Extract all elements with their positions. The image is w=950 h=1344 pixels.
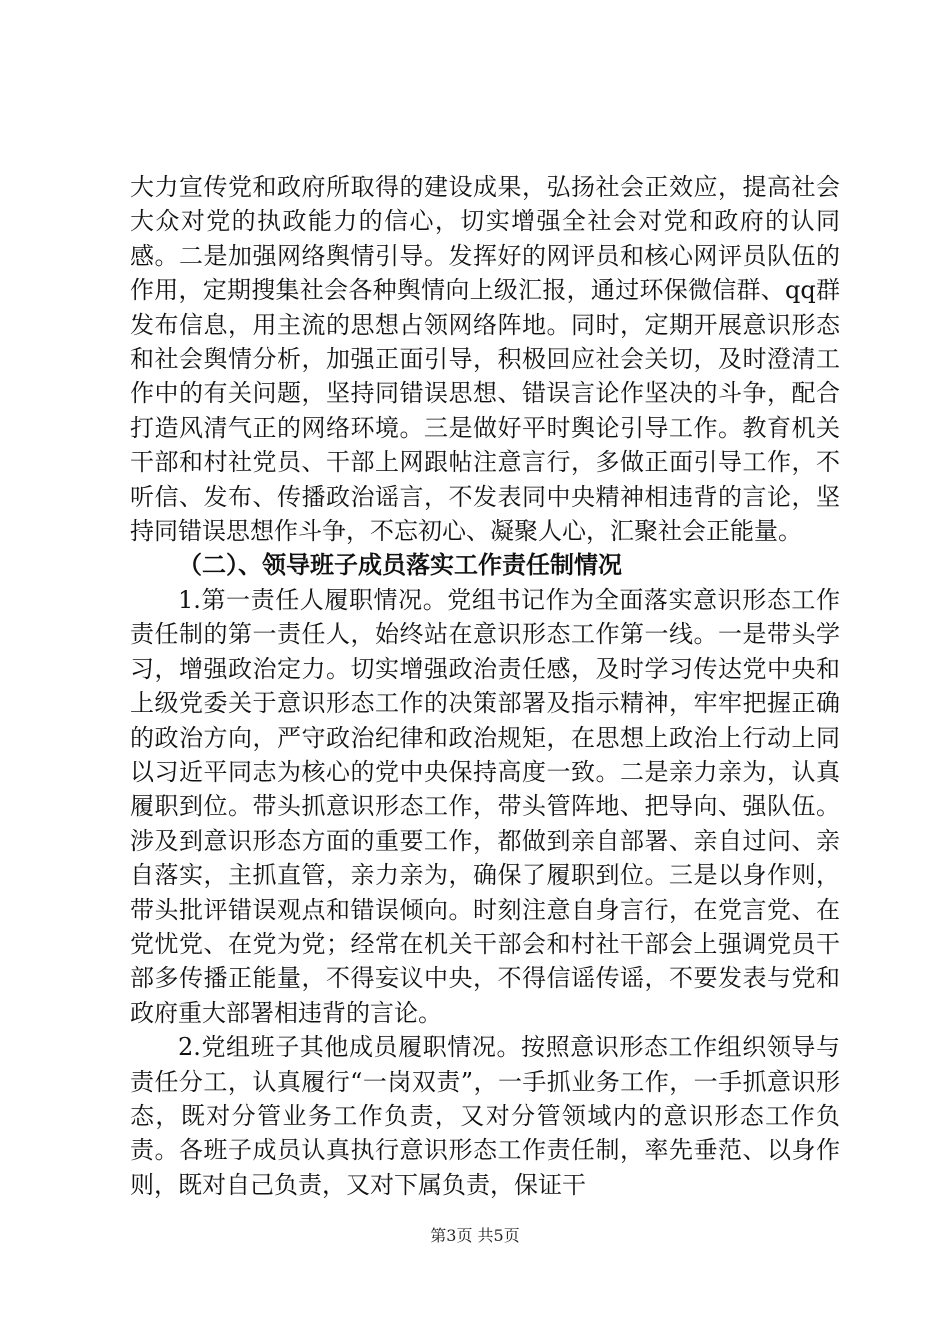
paragraph-other-members: 2.党组班子其他成员履职情况。按照意识形态工作组织领导与责任分工，认真履行“一岗双责”，一手抓业务工作，一手抓意识形态，既对分管业务工作负责，又对分管领域内的意识形态工作负责。各班子成员认真执行意识形态工作责任制，率先垂范、以身作则，既对自己负责，又对下属负责，保证干 xyxy=(130,1033,840,1199)
paragraph-first-responsible: 1.第一责任人履职情况。党组书记作为全面落实意识形态工作责任制的第一责任人，始终站在意识形态工作第一线。一是带头学习，增强政治定力。切实增强政治责任感，及时学习传达党中央和上级党委关于意识形态工作的决策部署及指示精神，牢牢把握正确的政治方向，严守政治纪律和政治规矩，在思想上政治上行动上同以习近平同志为核心的党中央保持高度一致。二是亲力亲为，认真履职到位。带头抓意识形态工作，带头管阵地、把导向、强队伍。涉及到意识形态方面的重要工作，都做到亲自部署、亲自过问、亲自落实，主抓直管，亲力亲为，确保了履职到位。三是以身作则，带头批评错误观点和错误倾向。时刻注意自身言行，在党言党、在党忧党、在党为党；经常在机关干部会和村社干部会上强调党员干部多传播正能量，不得妄议中央，不得信谣传谣，不要发表与党和政府重大部署相违背的言论。 xyxy=(130,585,840,1027)
page-number: 第3页 共5页 xyxy=(430,1226,520,1245)
section-heading: （二）、领导班子成员落实工作责任制情况 xyxy=(178,550,622,580)
document-body xyxy=(130,170,840,1202)
page-footer xyxy=(0,1226,950,1246)
paragraph-continuation: 大力宣传党和政府所取得的建设成果，弘扬社会正效应，提高社会大众对党的执政能力的信心，切实增强全社会对党和政府的认同感。二是加强网络舆情引导。发挥好的网评员和核心网评员队伍的作用，定期搜集社会各种舆情向上级汇报，通过环保微信群、qq群发布信息，用主流的思想占领网络阵地。同时，定期开展意识形态和社会舆情分析，加强正面引导，积极回应社会关切，及时澄清工作中的有关问题，坚持同错误思想、错误言论作坚决的斗争，配合打造风清气正的网络环境。三是做好平时舆论引导工作。教育机关干部和村社党员、干部上网跟帖注意言行，多做正面引导工作，不听信、发布、传播政治谣言，不发表同中央精神相违背的言论，坚持同错误思想作斗争，不忘初心、凝聚人心，汇聚社会正能量。 xyxy=(130,173,840,546)
